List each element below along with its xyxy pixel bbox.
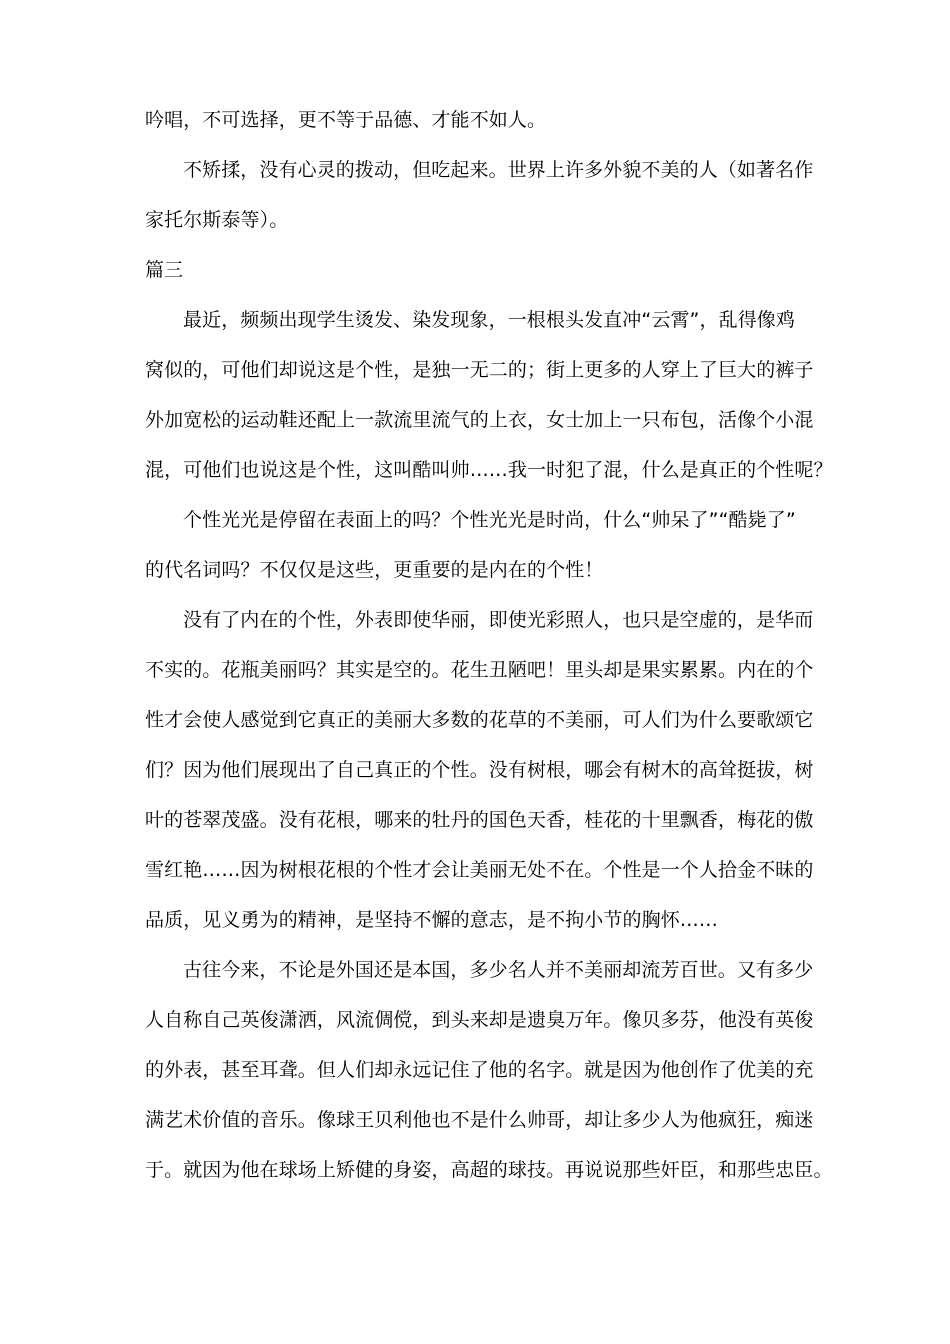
text-line: 吟唱，不可选择，更不等于品德、才能不如人。 — [145, 109, 547, 131]
text-line: 混，可他们也说这是个性，这叫酷叫帅……我一时犯了混，什么是真正的个性呢？ — [145, 459, 833, 481]
text-line: 叶的苍翠茂盛。没有花根，哪来的牡丹的国色天香，桂花的十里飘香，梅花的傲 — [145, 809, 814, 831]
text-line: 的外表，甚至耳聋。但人们却永远记住了他的名字。就是因为他创作了优美的充 — [145, 1059, 814, 1081]
text-line: 满艺术价值的音乐。像球王贝利他也不是什么帅哥，却让多少人为他疯狂，痴迷 — [145, 1109, 814, 1131]
text-line: 性才会使人感觉到它真正的美丽大多数的花草的不美丽，可人们为什么要歌颂它 — [145, 709, 814, 731]
paragraph-start-line: 古往今来，不论是外国还是本国，多少名人并不美丽却流芳百世。又有多少 — [183, 959, 814, 981]
text-line: 不实的。花瓶美丽吗？其实是空的。花生丑陋吧！里头却是果实累累。内在的个 — [145, 659, 814, 681]
text-line: 家托尔斯泰等）。 — [145, 209, 289, 231]
text-line: 窝似的，可他们却说这是个性，是独一无二的；街上更多的人穿上了巨大的裤子 — [145, 359, 814, 381]
paragraph-start-line: 不矫揉，没有心灵的拨动，但吃起来。世界上许多外貌不美的人（如著名作 — [183, 159, 814, 181]
text-line: 的代名词吗？不仅仅是这些，更重要的是内在的个性！ — [145, 559, 604, 581]
text-line: 人自称自己英俊潇洒，风流倜傥，到头来却是遗臭万年。像贝多芬，他没有英俊 — [145, 1009, 814, 1031]
section-heading: 篇三 — [145, 259, 184, 281]
text-line: 外加宽松的运动鞋还配上一款流里流气的上衣，女士加上一只布包，活像个小混 — [145, 409, 814, 431]
paragraph-start-line: 个性光光是停留在表面上的吗？个性光光是时尚，什么“帅呆了”“酷毙了” — [183, 509, 796, 531]
text-line: 于。就因为他在球场上矫健的身姿，高超的球技。再说说那些奸臣，和那些忠臣。 — [145, 1159, 833, 1181]
paragraph-start-line: 最近，频频出现学生烫发、染发现象，一根根头发直冲“云霄”，乱得像鸡 — [183, 309, 795, 331]
text-line: 们？因为他们展现出了自己真正的个性。没有树根，哪会有树木的高耸挺拔，树 — [145, 759, 814, 781]
text-line: 品质，见义勇为的精神，是坚持不懈的意志，是不拘小节的胸怀…… — [145, 909, 719, 931]
text-line: 雪红艳……因为树根花根的个性才会让美丽无处不在。个性是一个人拾金不昧的 — [145, 859, 814, 881]
paragraph-start-line: 没有了内在的个性，外表即使华丽，即使光彩照人，也只是空虚的，是华而 — [183, 609, 814, 631]
